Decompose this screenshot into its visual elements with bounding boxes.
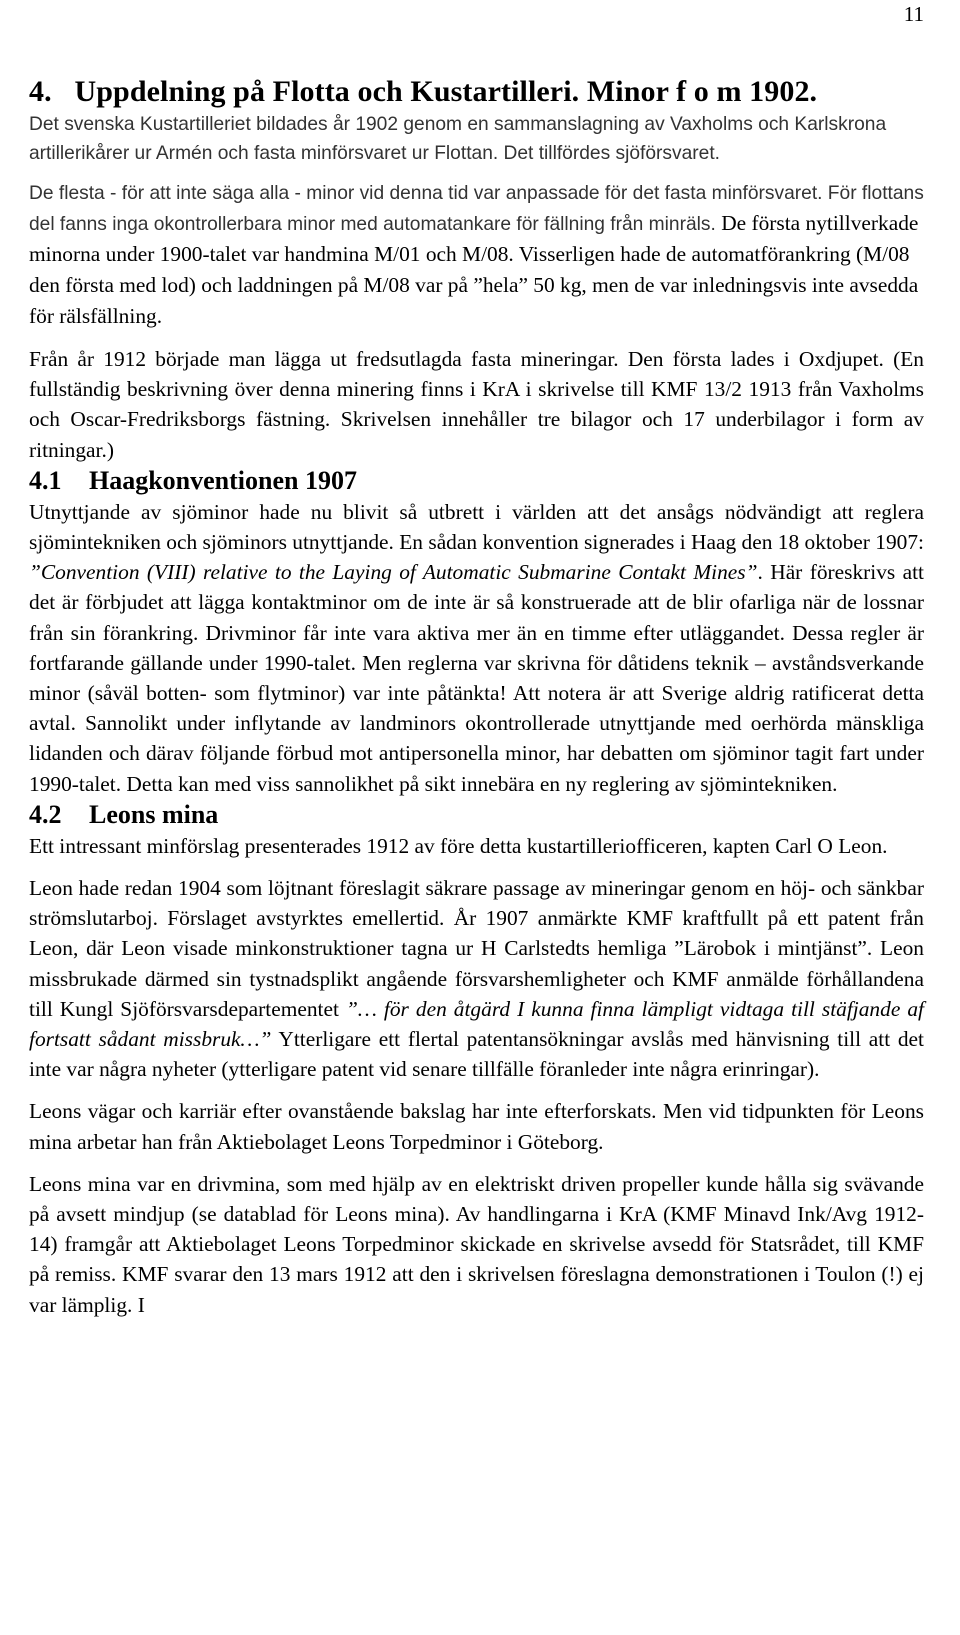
- intro-paragraph-2-text: De flesta - för att inte säga alla - minor vid denna tid var anpassade för det fasta minförsvaret. För flottans del fanns inga okontrollerbara minor med automatankare för fällning från minräls.: [29, 183, 924, 235]
- section-4-2-paragraph-4: Leons mina var en drivmina, som med hjälp av en elektriskt driven propeller kunde hålla sig svävande på avsett mindjup (se datablad för Leons mina). Av handlingarna i KrA (KMF Minavd Ink/Avg 1912-14) framgår att Aktiebolaget Leons Torpedminor skickade en skrivelse avsedd för Statsrådet, till KMF på remiss. KMF svarar den 13 mars 1912 att den i skrivelsen föreslagna demonstrationen i Toulon (!) ej var lämplig. I: [29, 1171, 924, 1317]
- chapter-heading: 4. Uppdelning på Flotta och Kustartilleri. Minor f o m 1902.: [29, 75, 818, 108]
- section-heading-4-1: [29, 465, 924, 497]
- quoted-text: ”… för den åtgärd I kunna finna lämpligt vidtaga till stäfjande af fortsatt sådant missbruk…”: [29, 996, 924, 1052]
- section-4-2-paragraph-2: [29, 873, 924, 1084]
- page-number: 11: [903, 2, 924, 26]
- section-heading-4-2: [29, 799, 924, 831]
- section-4-2-paragraph-3: Leons vägar och karriär efter ovanstående bakslag har inte efterforskats. Men vid tidpunkten för Leons mina arbetar han från Aktiebolaget Leons Torpedminor i Göteborg.: [29, 1099, 924, 1154]
- intro-paragraph-2: [29, 179, 924, 332]
- intro-paragraph-1: Det svenska Kustartilleriet bildades år 1902 genom en sammanslagning av Vaxholms och Karlskrona artillerikårer ur Armén och fasta minförsvaret ur Flottan. Det tillfördes sjöförsvaret.: [29, 114, 887, 164]
- document-page: [29, 0, 924, 1320]
- section-number: 4.2: [29, 799, 62, 829]
- section-title: Haagkonventionen 1907: [89, 465, 357, 495]
- paragraph-text: Ytterligare ett flertal patentansökningar avslås med hänvisning till att det inte var några nyheter (ytterligare patent vid senare tillfälle föranleder inte några erinringar).: [29, 1027, 924, 1082]
- section-title: Leons mina: [89, 799, 219, 829]
- section-4-2-paragraph-1: Ett intressant minförslag presenterades 1912 av före detta kustartilleriofficeren, kapten Carl O Leon.: [29, 833, 888, 858]
- intro-paragraph-3: Från år 1912 började man lägga ut fredsutlagda fasta mineringar. Den första lades i Oxdjupet. (En fullständig beskrivning över denna minering finns i KrA i skrivelse till KMF 13/2 1913 från Vaxholms och Oscar-Fredriksborgs fästning. Skrivelsen innehåller tre bilagor och 17 underbilagor i form av ritningar.): [29, 347, 924, 462]
- convention-title: ”Convention (VIII) relative to the Laying of Automatic Submarine Contakt Mines”: [29, 560, 758, 585]
- paragraph-text: . Här föreskrivs att det är förbjudet att lägga kontaktminor om de inte är så konstruerade att de blir ofarliga när de lossnar från sin förankring. Drivminor får inte vara aktiva mer än en timme efter utläggandet. Dessa regler är fortfarande gällande under 1990-talet. Men reglerna var skrivna för dåtidens teknik – avståndsverkande minor (såväl botten- som flytminor) var inte påtänkta! Att notera är att Sverige aldrig ratificerat detta avtal. Sannolikt under inflytande av landminors okontrollerade utnyttjande med oerhörda mänskliga lidanden och därav följande förbud mot antipersonella minor, har debatten om sjöminor tagit fart under 1990-talet. Detta kan med viss sannolikhet på sikt innebära en ny reglering av sjömintekniken.: [29, 560, 924, 796]
- section-4-1-paragraph: [29, 497, 924, 799]
- section-number: 4.1: [29, 465, 62, 495]
- paragraph-text: Utnyttjande av sjöminor hade nu blivit så utbrett i världen att det ansågs nödvändigt att reglera sjömintekniken och sjöminors utnyttjande. En sådan konvention signerades i Haag den 18 oktober 1907:: [29, 499, 924, 555]
- paragraph-text: Leon hade redan 1904 som löjtnant föreslagit säkrare passage av mineringar genom en höj- och sänkbar strömslutarboj. Förslaget avstyrktes emellertid. År 1907 anmärkte KMF kraftfullt på ett patent från Leon, där Leon visade minkonstruktioner tagna ur H Carlstedts hemliga ”Lärobok i mintjänst”. Leon missbrukade därmed sin tystnadsplikt angående försvarshemligheter och KMF anmälde förhållandena till Kungl Sjöförsvarsdepartementet: [29, 876, 924, 1021]
- intro-paragraph-2-serif: De första nytillverkade minorna under 1900-talet var handmina M/01 och M/08. Visserligen hade de automatförankring (M/08 den första med lod) och laddningen på M/08 var på ”hela” 50 kg, men de var inledningsvis inte avsedda för rälsfällning.: [29, 211, 919, 328]
